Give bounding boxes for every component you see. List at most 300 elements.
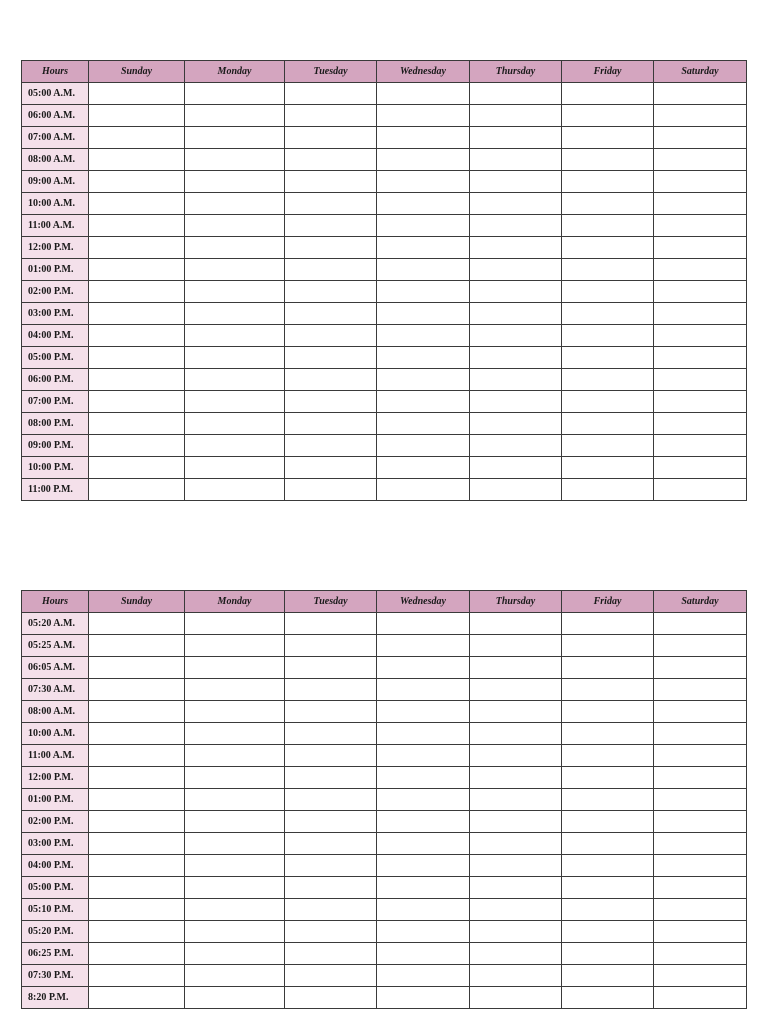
slot-cell-sunday[interactable] (89, 259, 185, 281)
slot-cell-tuesday[interactable] (285, 259, 377, 281)
slot-cell-sunday[interactable] (89, 657, 185, 679)
slot-cell-wednesday[interactable] (377, 899, 470, 921)
slot-cell-friday[interactable] (562, 745, 654, 767)
slot-cell-monday[interactable] (185, 987, 285, 1009)
slot-cell-monday[interactable] (185, 149, 285, 171)
slot-cell-monday[interactable] (185, 635, 285, 657)
slot-cell-friday[interactable] (562, 149, 654, 171)
slot-cell-thursday[interactable] (470, 745, 562, 767)
slot-cell-tuesday[interactable] (285, 943, 377, 965)
slot-cell-tuesday[interactable] (285, 369, 377, 391)
slot-cell-wednesday[interactable] (377, 149, 470, 171)
slot-cell-saturday[interactable] (654, 921, 747, 943)
slot-cell-saturday[interactable] (654, 171, 747, 193)
slot-cell-tuesday[interactable] (285, 745, 377, 767)
slot-cell-tuesday[interactable] (285, 281, 377, 303)
slot-cell-wednesday[interactable] (377, 457, 470, 479)
slot-cell-monday[interactable] (185, 457, 285, 479)
slot-cell-tuesday[interactable] (285, 723, 377, 745)
table-row (22, 127, 747, 149)
slot-cell-tuesday[interactable] (285, 899, 377, 921)
slot-cell-sunday[interactable] (89, 413, 185, 435)
slot-cell-thursday[interactable] (470, 701, 562, 723)
slot-cell-thursday[interactable] (470, 325, 562, 347)
slot-cell-saturday[interactable] (654, 83, 747, 105)
slot-cell-wednesday[interactable] (377, 105, 470, 127)
slot-cell-sunday[interactable] (89, 635, 185, 657)
slot-cell-friday[interactable] (562, 303, 654, 325)
slot-cell-friday[interactable] (562, 613, 654, 635)
slot-cell-saturday[interactable] (654, 325, 747, 347)
hour-cell: 11:00 P.M. (22, 479, 89, 501)
slot-cell-thursday[interactable] (470, 259, 562, 281)
slot-cell-friday[interactable] (562, 679, 654, 701)
hour-cell: 05:00 P.M. (22, 347, 89, 369)
slot-cell-sunday[interactable] (89, 745, 185, 767)
slot-cell-thursday[interactable] (470, 965, 562, 987)
slot-cell-wednesday[interactable] (377, 193, 470, 215)
slot-cell-tuesday[interactable] (285, 215, 377, 237)
slot-cell-saturday[interactable] (654, 811, 747, 833)
slot-cell-wednesday[interactable] (377, 921, 470, 943)
slot-cell-sunday[interactable] (89, 789, 185, 811)
slot-cell-wednesday[interactable] (377, 965, 470, 987)
slot-cell-friday[interactable] (562, 171, 654, 193)
slot-cell-sunday[interactable] (89, 965, 185, 987)
slot-cell-wednesday[interactable] (377, 347, 470, 369)
slot-cell-tuesday[interactable] (285, 435, 377, 457)
slot-cell-saturday[interactable] (654, 943, 747, 965)
hour-cell: 02:00 P.M. (22, 811, 89, 833)
slot-cell-saturday[interactable] (654, 259, 747, 281)
hour-cell: 05:10 P.M. (22, 899, 89, 921)
slot-cell-monday[interactable] (185, 965, 285, 987)
header-wednesday: Wednesday (377, 61, 470, 83)
slot-cell-monday[interactable] (185, 435, 285, 457)
slot-cell-monday[interactable] (185, 369, 285, 391)
slot-cell-wednesday[interactable] (377, 435, 470, 457)
slot-cell-wednesday[interactable] (377, 811, 470, 833)
table-row (22, 833, 747, 855)
slot-cell-sunday[interactable] (89, 767, 185, 789)
slot-cell-sunday[interactable] (89, 127, 185, 149)
hour-cell: 05:25 A.M. (22, 635, 89, 657)
slot-cell-sunday[interactable] (89, 193, 185, 215)
slot-cell-sunday[interactable] (89, 391, 185, 413)
slot-cell-thursday[interactable] (470, 149, 562, 171)
slot-cell-thursday[interactable] (470, 833, 562, 855)
slot-cell-friday[interactable] (562, 767, 654, 789)
slot-cell-saturday[interactable] (654, 679, 747, 701)
hour-cell: 05:00 A.M. (22, 83, 89, 105)
slot-cell-sunday[interactable] (89, 237, 185, 259)
slot-cell-friday[interactable] (562, 723, 654, 745)
table-row (22, 701, 747, 723)
slot-cell-sunday[interactable] (89, 215, 185, 237)
slot-cell-wednesday[interactable] (377, 701, 470, 723)
slot-cell-saturday[interactable] (654, 899, 747, 921)
slot-cell-friday[interactable] (562, 391, 654, 413)
slot-cell-thursday[interactable] (470, 877, 562, 899)
slot-cell-tuesday[interactable] (285, 679, 377, 701)
slot-cell-monday[interactable] (185, 391, 285, 413)
table-row (22, 171, 747, 193)
slot-cell-friday[interactable] (562, 789, 654, 811)
slot-cell-wednesday[interactable] (377, 679, 470, 701)
hour-cell: 08:00 A.M. (22, 701, 89, 723)
table-row (22, 193, 747, 215)
slot-cell-monday[interactable] (185, 833, 285, 855)
slot-cell-saturday[interactable] (654, 833, 747, 855)
slot-cell-tuesday[interactable] (285, 83, 377, 105)
slot-cell-wednesday[interactable] (377, 855, 470, 877)
slot-cell-monday[interactable] (185, 899, 285, 921)
slot-cell-thursday[interactable] (470, 281, 562, 303)
slot-cell-monday[interactable] (185, 259, 285, 281)
slot-cell-monday[interactable] (185, 105, 285, 127)
slot-cell-saturday[interactable] (654, 965, 747, 987)
slot-cell-tuesday[interactable] (285, 855, 377, 877)
slot-cell-tuesday[interactable] (285, 811, 377, 833)
slot-cell-sunday[interactable] (89, 457, 185, 479)
slot-cell-monday[interactable] (185, 479, 285, 501)
slot-cell-saturday[interactable] (654, 745, 747, 767)
slot-cell-saturday[interactable] (654, 657, 747, 679)
hour-cell: 06:05 A.M. (22, 657, 89, 679)
slot-cell-wednesday[interactable] (377, 877, 470, 899)
slot-cell-friday[interactable] (562, 259, 654, 281)
slot-cell-tuesday[interactable] (285, 657, 377, 679)
slot-cell-sunday[interactable] (89, 855, 185, 877)
slot-cell-friday[interactable] (562, 83, 654, 105)
slot-cell-monday[interactable] (185, 701, 285, 723)
slot-cell-wednesday[interactable] (377, 789, 470, 811)
slot-cell-saturday[interactable] (654, 193, 747, 215)
slot-cell-monday[interactable] (185, 811, 285, 833)
slot-cell-tuesday[interactable] (285, 479, 377, 501)
slot-cell-thursday[interactable] (470, 657, 562, 679)
slot-cell-thursday[interactable] (470, 83, 562, 105)
slot-cell-wednesday[interactable] (377, 745, 470, 767)
slot-cell-monday[interactable] (185, 347, 285, 369)
hour-cell: 01:00 P.M. (22, 259, 89, 281)
slot-cell-wednesday[interactable] (377, 479, 470, 501)
table-row (22, 767, 747, 789)
slot-cell-sunday[interactable] (89, 833, 185, 855)
slot-cell-thursday[interactable] (470, 855, 562, 877)
slot-cell-friday[interactable] (562, 833, 654, 855)
slot-cell-wednesday[interactable] (377, 83, 470, 105)
slot-cell-sunday[interactable] (89, 347, 185, 369)
slot-cell-saturday[interactable] (654, 149, 747, 171)
slot-cell-friday[interactable] (562, 657, 654, 679)
slot-cell-tuesday[interactable] (285, 413, 377, 435)
slot-cell-saturday[interactable] (654, 767, 747, 789)
slot-cell-sunday[interactable] (89, 83, 185, 105)
slot-cell-tuesday[interactable] (285, 877, 377, 899)
table-row (22, 347, 747, 369)
slot-cell-thursday[interactable] (470, 479, 562, 501)
slot-cell-tuesday[interactable] (285, 701, 377, 723)
slot-cell-tuesday[interactable] (285, 237, 377, 259)
slot-cell-wednesday[interactable] (377, 413, 470, 435)
slot-cell-tuesday[interactable] (285, 105, 377, 127)
slot-cell-saturday[interactable] (654, 613, 747, 635)
slot-cell-thursday[interactable] (470, 635, 562, 657)
slot-cell-tuesday[interactable] (285, 303, 377, 325)
slot-cell-tuesday[interactable] (285, 347, 377, 369)
slot-cell-thursday[interactable] (470, 767, 562, 789)
table-row (22, 435, 747, 457)
slot-cell-friday[interactable] (562, 635, 654, 657)
slot-cell-wednesday[interactable] (377, 325, 470, 347)
slot-cell-friday[interactable] (562, 281, 654, 303)
header-monday: Monday (185, 591, 285, 613)
slot-cell-monday[interactable] (185, 83, 285, 105)
slot-cell-wednesday[interactable] (377, 369, 470, 391)
header-saturday: Saturday (654, 591, 747, 613)
slot-cell-thursday[interactable] (470, 921, 562, 943)
slot-cell-sunday[interactable] (89, 369, 185, 391)
slot-cell-sunday[interactable] (89, 921, 185, 943)
table-row (22, 877, 747, 899)
header-hours: Hours (22, 591, 89, 613)
slot-cell-wednesday[interactable] (377, 259, 470, 281)
slot-cell-friday[interactable] (562, 921, 654, 943)
slot-cell-friday[interactable] (562, 855, 654, 877)
slot-cell-tuesday[interactable] (285, 149, 377, 171)
slot-cell-wednesday[interactable] (377, 237, 470, 259)
slot-cell-friday[interactable] (562, 237, 654, 259)
slot-cell-tuesday[interactable] (285, 127, 377, 149)
hour-cell: 02:00 P.M. (22, 281, 89, 303)
slot-cell-friday[interactable] (562, 987, 654, 1009)
slot-cell-tuesday[interactable] (285, 833, 377, 855)
slot-cell-sunday[interactable] (89, 479, 185, 501)
slot-cell-thursday[interactable] (470, 193, 562, 215)
slot-cell-saturday[interactable] (654, 435, 747, 457)
table-row (22, 723, 747, 745)
slot-cell-sunday[interactable] (89, 877, 185, 899)
slot-cell-thursday[interactable] (470, 369, 562, 391)
slot-cell-sunday[interactable] (89, 701, 185, 723)
slot-cell-friday[interactable] (562, 215, 654, 237)
slot-cell-saturday[interactable] (654, 877, 747, 899)
slot-cell-monday[interactable] (185, 281, 285, 303)
slot-cell-friday[interactable] (562, 435, 654, 457)
slot-cell-friday[interactable] (562, 943, 654, 965)
slot-cell-monday[interactable] (185, 679, 285, 701)
slot-cell-wednesday[interactable] (377, 391, 470, 413)
slot-cell-friday[interactable] (562, 701, 654, 723)
table-row (22, 965, 747, 987)
slot-cell-monday[interactable] (185, 193, 285, 215)
slot-cell-friday[interactable] (562, 965, 654, 987)
slot-cell-sunday[interactable] (89, 171, 185, 193)
slot-cell-saturday[interactable] (654, 303, 747, 325)
slot-cell-friday[interactable] (562, 413, 654, 435)
slot-cell-saturday[interactable] (654, 281, 747, 303)
slot-cell-sunday[interactable] (89, 811, 185, 833)
slot-cell-wednesday[interactable] (377, 215, 470, 237)
slot-cell-tuesday[interactable] (285, 391, 377, 413)
slot-cell-monday[interactable] (185, 613, 285, 635)
slot-cell-monday[interactable] (185, 855, 285, 877)
slot-cell-monday[interactable] (185, 325, 285, 347)
table-row (22, 789, 747, 811)
slot-cell-thursday[interactable] (470, 435, 562, 457)
slot-cell-friday[interactable] (562, 877, 654, 899)
slot-cell-sunday[interactable] (89, 679, 185, 701)
slot-cell-tuesday[interactable] (285, 457, 377, 479)
hour-cell: 04:00 P.M. (22, 855, 89, 877)
slot-cell-monday[interactable] (185, 237, 285, 259)
slot-cell-friday[interactable] (562, 105, 654, 127)
table-row (22, 745, 747, 767)
slot-cell-saturday[interactable] (654, 105, 747, 127)
slot-cell-tuesday[interactable] (285, 171, 377, 193)
slot-cell-tuesday[interactable] (285, 767, 377, 789)
slot-cell-saturday[interactable] (654, 701, 747, 723)
schedule-table (21, 590, 747, 1009)
slot-cell-monday[interactable] (185, 789, 285, 811)
slot-cell-monday[interactable] (185, 745, 285, 767)
table-row (22, 855, 747, 877)
slot-cell-thursday[interactable] (470, 105, 562, 127)
slot-cell-wednesday[interactable] (377, 635, 470, 657)
slot-cell-thursday[interactable] (470, 811, 562, 833)
slot-cell-thursday[interactable] (470, 943, 562, 965)
slot-cell-sunday[interactable] (89, 943, 185, 965)
slot-cell-tuesday[interactable] (285, 789, 377, 811)
slot-cell-sunday[interactable] (89, 613, 185, 635)
slot-cell-thursday[interactable] (470, 127, 562, 149)
slot-cell-monday[interactable] (185, 215, 285, 237)
slot-cell-thursday[interactable] (470, 987, 562, 1009)
slot-cell-wednesday[interactable] (377, 303, 470, 325)
slot-cell-monday[interactable] (185, 413, 285, 435)
slot-cell-saturday[interactable] (654, 215, 747, 237)
slot-cell-thursday[interactable] (470, 679, 562, 701)
slot-cell-sunday[interactable] (89, 723, 185, 745)
slot-cell-friday[interactable] (562, 369, 654, 391)
hour-cell: 04:00 P.M. (22, 325, 89, 347)
slot-cell-monday[interactable] (185, 127, 285, 149)
slot-cell-saturday[interactable] (654, 237, 747, 259)
slot-cell-thursday[interactable] (470, 237, 562, 259)
slot-cell-saturday[interactable] (654, 789, 747, 811)
slot-cell-wednesday[interactable] (377, 281, 470, 303)
slot-cell-wednesday[interactable] (377, 723, 470, 745)
hour-cell: 05:20 P.M. (22, 921, 89, 943)
slot-cell-monday[interactable] (185, 943, 285, 965)
slot-cell-friday[interactable] (562, 193, 654, 215)
slot-cell-monday[interactable] (185, 877, 285, 899)
slot-cell-tuesday[interactable] (285, 325, 377, 347)
slot-cell-tuesday[interactable] (285, 987, 377, 1009)
slot-cell-friday[interactable] (562, 811, 654, 833)
slot-cell-wednesday[interactable] (377, 767, 470, 789)
hour-cell: 05:00 P.M. (22, 877, 89, 899)
slot-cell-thursday[interactable] (470, 347, 562, 369)
slot-cell-wednesday[interactable] (377, 127, 470, 149)
slot-cell-thursday[interactable] (470, 457, 562, 479)
slot-cell-wednesday[interactable] (377, 987, 470, 1009)
slot-cell-thursday[interactable] (470, 303, 562, 325)
slot-cell-friday[interactable] (562, 127, 654, 149)
slot-cell-friday[interactable] (562, 457, 654, 479)
slot-cell-saturday[interactable] (654, 855, 747, 877)
slot-cell-sunday[interactable] (89, 281, 185, 303)
slot-cell-saturday[interactable] (654, 479, 747, 501)
slot-cell-friday[interactable] (562, 479, 654, 501)
slot-cell-tuesday[interactable] (285, 635, 377, 657)
slot-cell-thursday[interactable] (470, 391, 562, 413)
hour-cell: 09:00 P.M. (22, 435, 89, 457)
slot-cell-tuesday[interactable] (285, 613, 377, 635)
slot-cell-sunday[interactable] (89, 899, 185, 921)
slot-cell-wednesday[interactable] (377, 171, 470, 193)
slot-cell-sunday[interactable] (89, 987, 185, 1009)
slot-cell-thursday[interactable] (470, 899, 562, 921)
slot-cell-saturday[interactable] (654, 369, 747, 391)
slot-cell-friday[interactable] (562, 899, 654, 921)
slot-cell-sunday[interactable] (89, 303, 185, 325)
slot-cell-wednesday[interactable] (377, 657, 470, 679)
header-thursday: Thursday (470, 61, 562, 83)
slot-cell-wednesday[interactable] (377, 833, 470, 855)
slot-cell-tuesday[interactable] (285, 921, 377, 943)
hour-cell: 03:00 P.M. (22, 833, 89, 855)
slot-cell-sunday[interactable] (89, 105, 185, 127)
slot-cell-thursday[interactable] (470, 613, 562, 635)
table-row (22, 325, 747, 347)
slot-cell-monday[interactable] (185, 921, 285, 943)
header-row (22, 591, 747, 613)
slot-cell-thursday[interactable] (470, 215, 562, 237)
table-row (22, 303, 747, 325)
slot-cell-thursday[interactable] (470, 171, 562, 193)
slot-cell-monday[interactable] (185, 723, 285, 745)
slot-cell-friday[interactable] (562, 347, 654, 369)
slot-cell-friday[interactable] (562, 325, 654, 347)
slot-cell-saturday[interactable] (654, 457, 747, 479)
slot-cell-saturday[interactable] (654, 127, 747, 149)
slot-cell-monday[interactable] (185, 171, 285, 193)
slot-cell-saturday[interactable] (654, 413, 747, 435)
table-row (22, 105, 747, 127)
slot-cell-wednesday[interactable] (377, 613, 470, 635)
slot-cell-saturday[interactable] (654, 723, 747, 745)
slot-cell-wednesday[interactable] (377, 943, 470, 965)
hour-cell: 06:00 P.M. (22, 369, 89, 391)
slot-cell-thursday[interactable] (470, 789, 562, 811)
slot-cell-sunday[interactable] (89, 435, 185, 457)
slot-cell-thursday[interactable] (470, 723, 562, 745)
slot-cell-saturday[interactable] (654, 347, 747, 369)
slot-cell-saturday[interactable] (654, 635, 747, 657)
slot-cell-thursday[interactable] (470, 413, 562, 435)
slot-cell-saturday[interactable] (654, 987, 747, 1009)
slot-cell-sunday[interactable] (89, 325, 185, 347)
slot-cell-monday[interactable] (185, 767, 285, 789)
slot-cell-tuesday[interactable] (285, 965, 377, 987)
slot-cell-sunday[interactable] (89, 149, 185, 171)
slot-cell-monday[interactable] (185, 303, 285, 325)
slot-cell-monday[interactable] (185, 657, 285, 679)
slot-cell-saturday[interactable] (654, 391, 747, 413)
slot-cell-tuesday[interactable] (285, 193, 377, 215)
